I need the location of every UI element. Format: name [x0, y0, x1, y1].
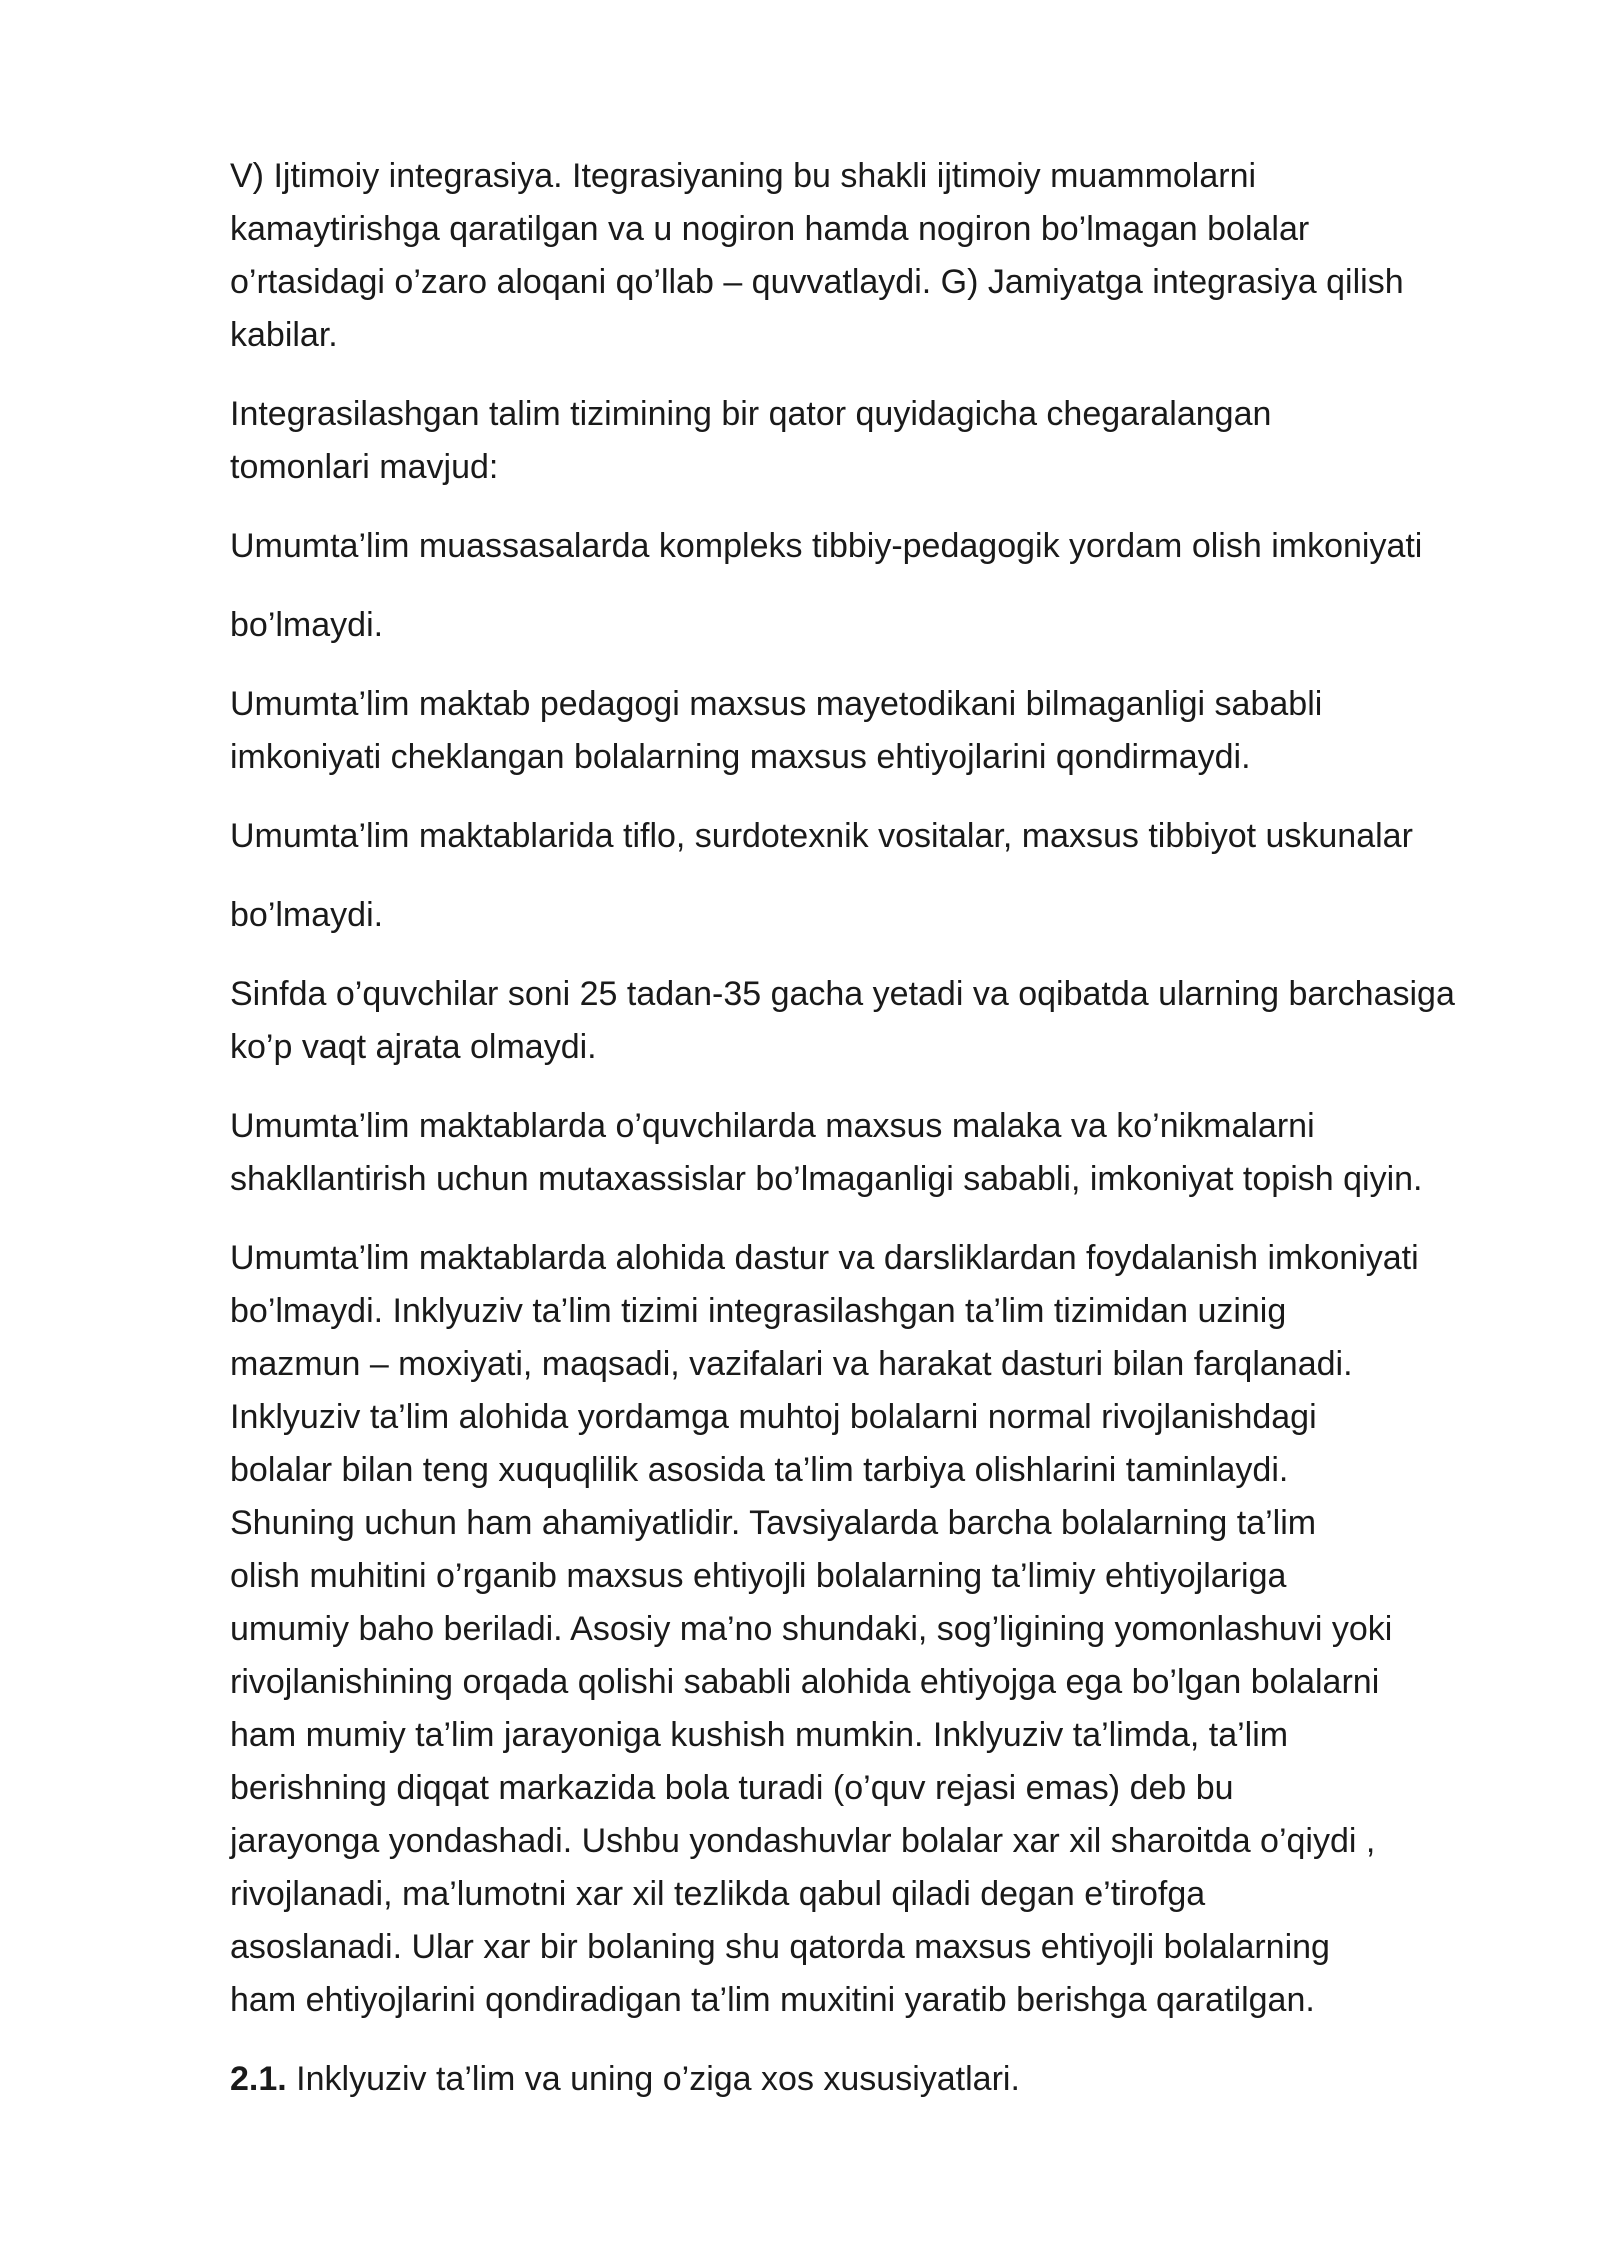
text-line: rivojlanishining orqada qolishi sababli alohida ehtiyojga ega bo’lgan bolalarni [230, 1663, 1380, 1701]
paragraph-inclusive-education [230, 1232, 1490, 2027]
text-line: tomonlari mavjud: [230, 448, 499, 486]
text-line: ko’p vaqt ajrata olmaydi. [230, 1028, 597, 1066]
text-line: umumiy baho beriladi. Asosiy ma’no shundaki, sog’ligining yomonlashuvi yoki [230, 1610, 1393, 1648]
text-line: rivojlanadi, ma’lumotni xar xil tezlikda qabul qiladi degan e’tirofga [230, 1875, 1206, 1913]
text-line: Shuning uchun ham ahamiyatlidir. Tavsiyalarda barcha bolalarning ta’lim [230, 1504, 1317, 1542]
section-number: 2.1. [230, 2060, 287, 2098]
text-line: olish muhitini o’rganib maxsus ehtiyojli bolalarning ta’limiy ehtiyojlariga [230, 1557, 1287, 1595]
text-line: mazmun – moxiyati, maqsadi, vazifalari va harakat dasturi bilan farqlanadi. [230, 1345, 1353, 1383]
text-line: bo’lmaydi. [230, 896, 384, 934]
paragraph-medical-support-end [230, 599, 1490, 652]
text-line: Integrasilashgan talim tizimining bir qator quyidagicha chegaralangan [230, 395, 1272, 433]
paragraph-specialists [230, 1100, 1490, 1206]
text-line: ham ehtiyojlarini qondiradigan ta’lim muxitini yaratib berishga qaratilgan. [230, 1981, 1315, 2019]
text-line: Umumta’lim maktab pedagogi maxsus mayetodikani bilmaganligi sababli [230, 685, 1323, 723]
text-line: V) Ijtimoiy integrasiya. Itegrasiyaning bu shakli ijtimoiy muammolarni [230, 157, 1257, 195]
text-line: imkoniyati cheklangan bolalarning maxsus ehtiyojlarini qondirmaydi. [230, 738, 1251, 776]
paragraph-equipment [230, 810, 1490, 863]
section-title: Inklyuziv ta’lim va uning o’ziga xos xususiyatlari. [286, 2060, 1020, 2098]
text-line: Umumta’lim maktablarida tiflo, surdotexnik vositalar, maxsus tibbiyot uskunalar [230, 817, 1413, 855]
text-line: asoslanadi. Ular xar bir bolaning shu qatorda maxsus ehtiyojli bolalarning [230, 1928, 1330, 1966]
text-line: bolalar bilan teng xuquqlilik asosida ta’lim tarbiya olishlarini taminlaydi. [230, 1451, 1289, 1489]
text-line: shakllantirish uchun mutaxassislar bo’lmaganligi sababli, imkoniyat topish qiyin. [230, 1160, 1423, 1198]
text-line: bo’lmaydi. Inklyuziv ta’lim tizimi integrasilashgan ta’lim tizimidan uzinig [230, 1292, 1287, 1330]
text-line: kamaytirishga qaratilgan va u nogiron hamda nogiron bo’lmagan bolalar [230, 210, 1310, 248]
text-line: Umumta’lim muassasalarda kompleks tibbiy-pedagogik yordam olish imkoniyati [230, 527, 1423, 565]
text-line: ham mumiy ta’lim jarayoniga kushish mumkin. Inklyuziv ta’limda, ta’lim [230, 1716, 1289, 1754]
paragraph-teacher-methodology [230, 678, 1490, 784]
paragraph-class-size [230, 968, 1490, 1074]
paragraph-limitations-intro [230, 388, 1490, 494]
text-line: berishning diqqat markazida bola turadi (o’quv rejasi emas) deb bu [230, 1769, 1234, 1807]
text-line: Sinfda o’quvchilar soni 25 tadan-35 gacha yetadi va oqibatda ularning barchasiga [230, 975, 1455, 1013]
paragraph-medical-support [230, 520, 1490, 573]
text-line: bo’lmaydi. [230, 606, 384, 644]
paragraph-equipment-end [230, 889, 1490, 942]
text-line: o’rtasidagi o’zaro aloqani qo’llab – quvvatlaydi. G) Jamiyatga integrasiya qilish [230, 263, 1404, 301]
document-page [230, 150, 1490, 2106]
text-line: jarayonga yondashadi. Ushbu yondashuvlar bolalar xar xil sharoitda o’qiydi , [230, 1822, 1376, 1860]
text-line: Umumta’lim maktablarda alohida dastur va darsliklardan foydalanish imkoniyati [230, 1239, 1419, 1277]
paragraph-social-integration [230, 150, 1490, 362]
section-heading [230, 2053, 1490, 2106]
text-line: kabilar. [230, 316, 338, 354]
text-line: Inklyuziv ta’lim alohida yordamga muhtoj bolalarni normal rivojlanishdagi [230, 1398, 1317, 1436]
text-line: Umumta’lim maktablarda o’quvchilarda maxsus malaka va ko’nikmalarni [230, 1107, 1315, 1145]
